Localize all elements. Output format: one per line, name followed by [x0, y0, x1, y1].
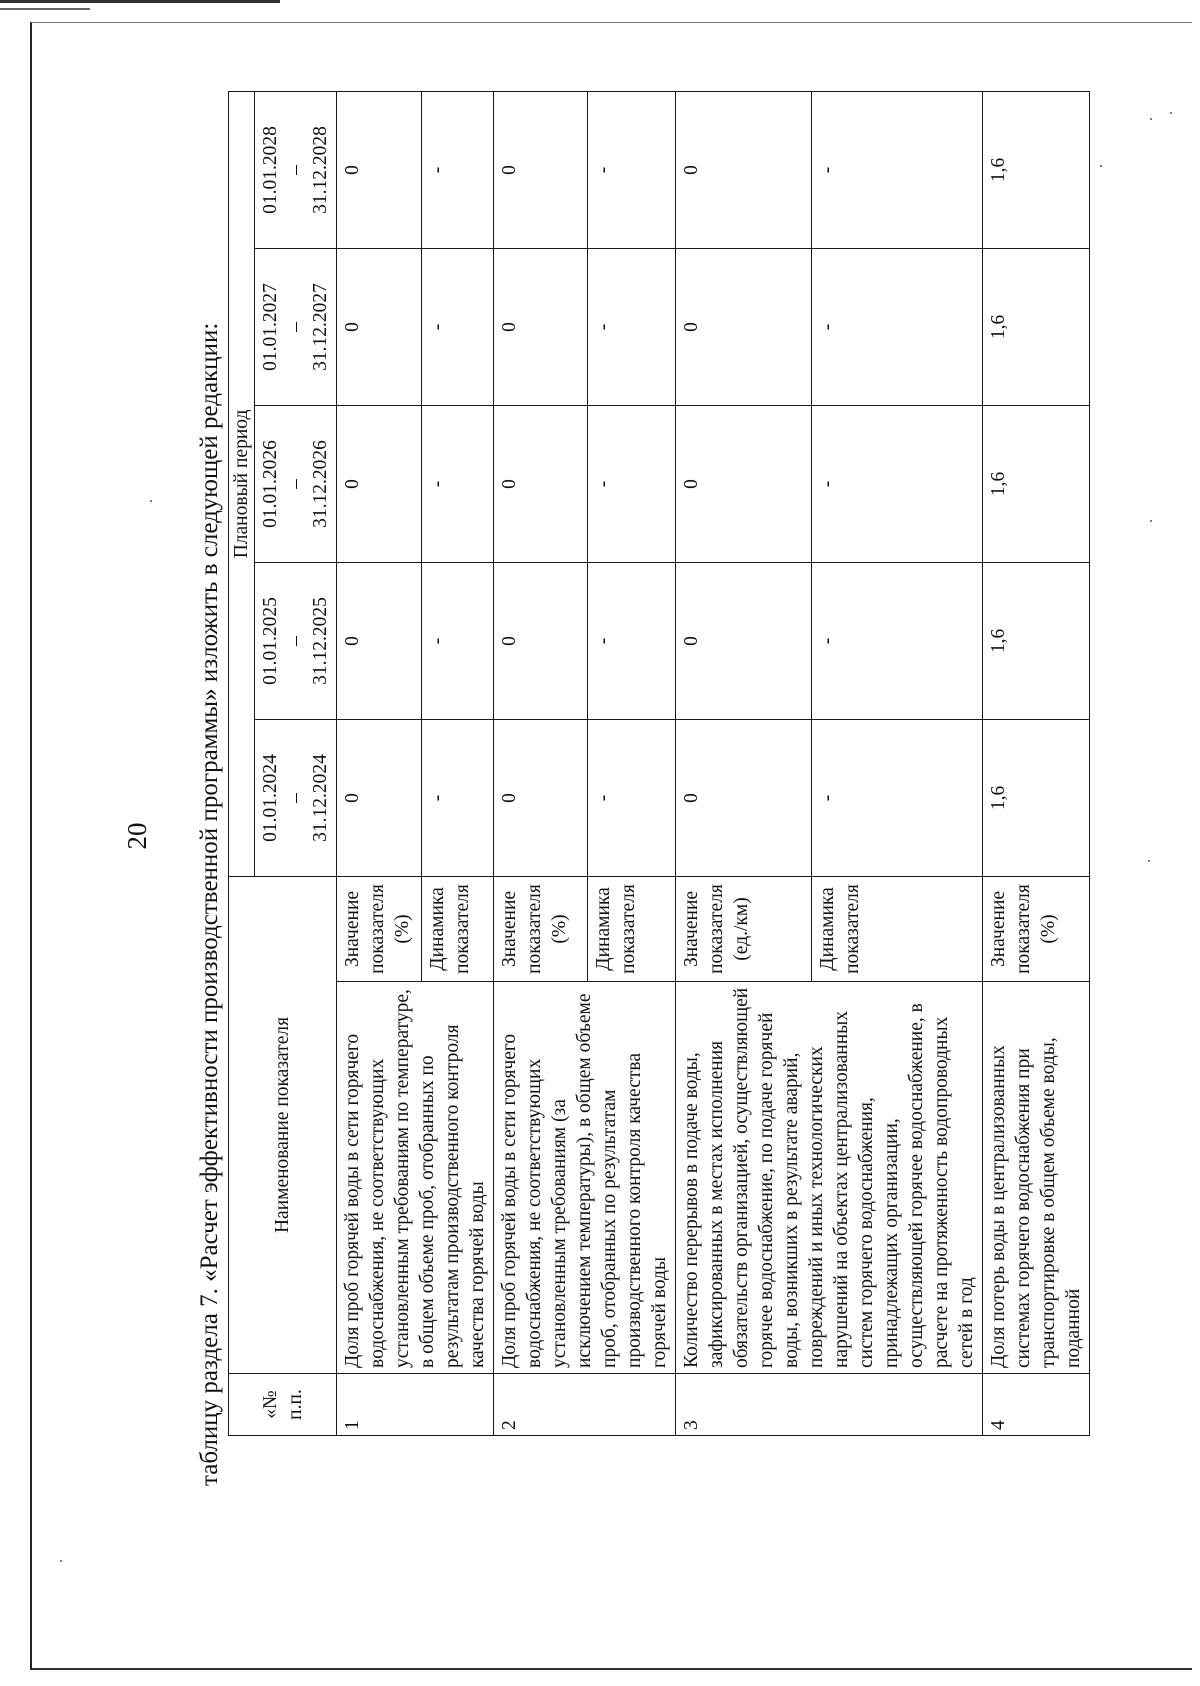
cell-value: -: [421, 248, 493, 405]
cell-value: 0: [676, 719, 812, 876]
row-number: 1: [337, 1374, 494, 1436]
cell-value: -: [811, 719, 982, 876]
cell-value: 0: [337, 248, 422, 405]
header-num: «№ п.п.: [229, 1374, 337, 1436]
header-period: Плановый период: [229, 91, 255, 876]
page-number: 20: [122, 822, 152, 850]
cell-value: 0: [337, 91, 422, 248]
indicator-name: Количество перерывов в подаче воды, зафиксированных в местах исполнения обязательств организацией, осуществляющей горячее водоснабжение, по подаче горячей воды, возникших в результате аварий, повреждений и иных технологических нарушений на объектах централизованных систем горячего водоснабжения, принадлежащих организации, осуществляющей горячее водоснабжение, в расчете на протяженность водопроводных сетей в год: [676, 982, 983, 1374]
indicator-type: Значение показателя (%): [983, 876, 1090, 981]
cell-value: 0: [337, 405, 422, 562]
indicator-type: Значение показателя (%): [337, 876, 422, 981]
table-body: [229, 91, 1090, 1435]
header-name: Наименование показателя: [229, 876, 337, 1373]
cell-value: 0: [494, 91, 588, 248]
cell-value: 0: [494, 719, 588, 876]
section-heading: таблицу раздела 7. «Расчет эффективности производственной программы» изложить в следующей редакции:: [196, 322, 223, 1486]
indicator-name: Доля проб горячей воды в сети горячего водоснабжения, не соответствующих установленным требованиям по температуре, в общем объеме проб, отобранных по результатам производственного контроля качества горячей воды: [337, 982, 494, 1374]
cell-value: 0: [676, 562, 812, 719]
cell-value: -: [588, 405, 676, 562]
cell-value: 1,6: [983, 248, 1090, 405]
cell-value: 0: [676, 91, 812, 248]
cell-value: 1,6: [983, 719, 1090, 876]
indicator-type: Динамика показателя: [811, 876, 982, 981]
cell-value: -: [811, 248, 982, 405]
cell-value: 0: [337, 719, 422, 876]
cell-value: 0: [676, 248, 812, 405]
header-date: 01.01.2028 – 31.12.2028: [255, 91, 337, 248]
cell-value: 0: [337, 562, 422, 719]
indicator-type: Динамика показателя: [588, 876, 676, 981]
cell-value: -: [811, 562, 982, 719]
cell-value: -: [588, 719, 676, 876]
header-date: 01.01.2027 – 31.12.2027: [255, 248, 337, 405]
cell-value: 0: [494, 562, 588, 719]
cell-value: 0: [494, 405, 588, 562]
cell-value: 1,6: [983, 562, 1090, 719]
header-date: 01.01.2026 – 31.12.2026: [255, 405, 337, 562]
row-number: 4: [983, 1374, 1090, 1436]
header-date: 01.01.2025 – 31.12.2025: [255, 562, 337, 719]
cell-value: -: [811, 91, 982, 248]
cell-value: -: [421, 405, 493, 562]
row-number: 3: [676, 1374, 983, 1436]
cell-value: 1,6: [983, 405, 1090, 562]
cell-value: -: [588, 562, 676, 719]
cell-value: 0: [676, 405, 812, 562]
cell-value: -: [421, 91, 493, 248]
cell-value: -: [421, 719, 493, 876]
cell-value: -: [421, 562, 493, 719]
header-date: 01.01.2024 – 31.12.2024: [255, 719, 337, 876]
row-number: 2: [494, 1374, 676, 1436]
cell-value: -: [811, 405, 982, 562]
efficiency-table: [228, 91, 1090, 1436]
indicator-type: Значение показателя (%): [494, 876, 588, 981]
indicator-name: Доля проб горячей воды в сети горячего водоснабжения, не соответствующих установленным требованиям (за исключением температуры), в общем объеме проб, отобранных по результатам производственного контроля качества горячей воды: [494, 982, 676, 1374]
cell-value: -: [588, 248, 676, 405]
indicator-name: Доля потерь воды в централизованных системах горячего водоснабжения при транспортировке в общем объеме воды, поданной: [983, 982, 1090, 1374]
indicator-type: Значение показателя (ед./км): [676, 876, 812, 981]
cell-value: 0: [494, 248, 588, 405]
indicator-type: Динамика показателя: [421, 876, 493, 981]
cell-value: -: [588, 91, 676, 248]
cell-value: 1,6: [983, 91, 1090, 248]
